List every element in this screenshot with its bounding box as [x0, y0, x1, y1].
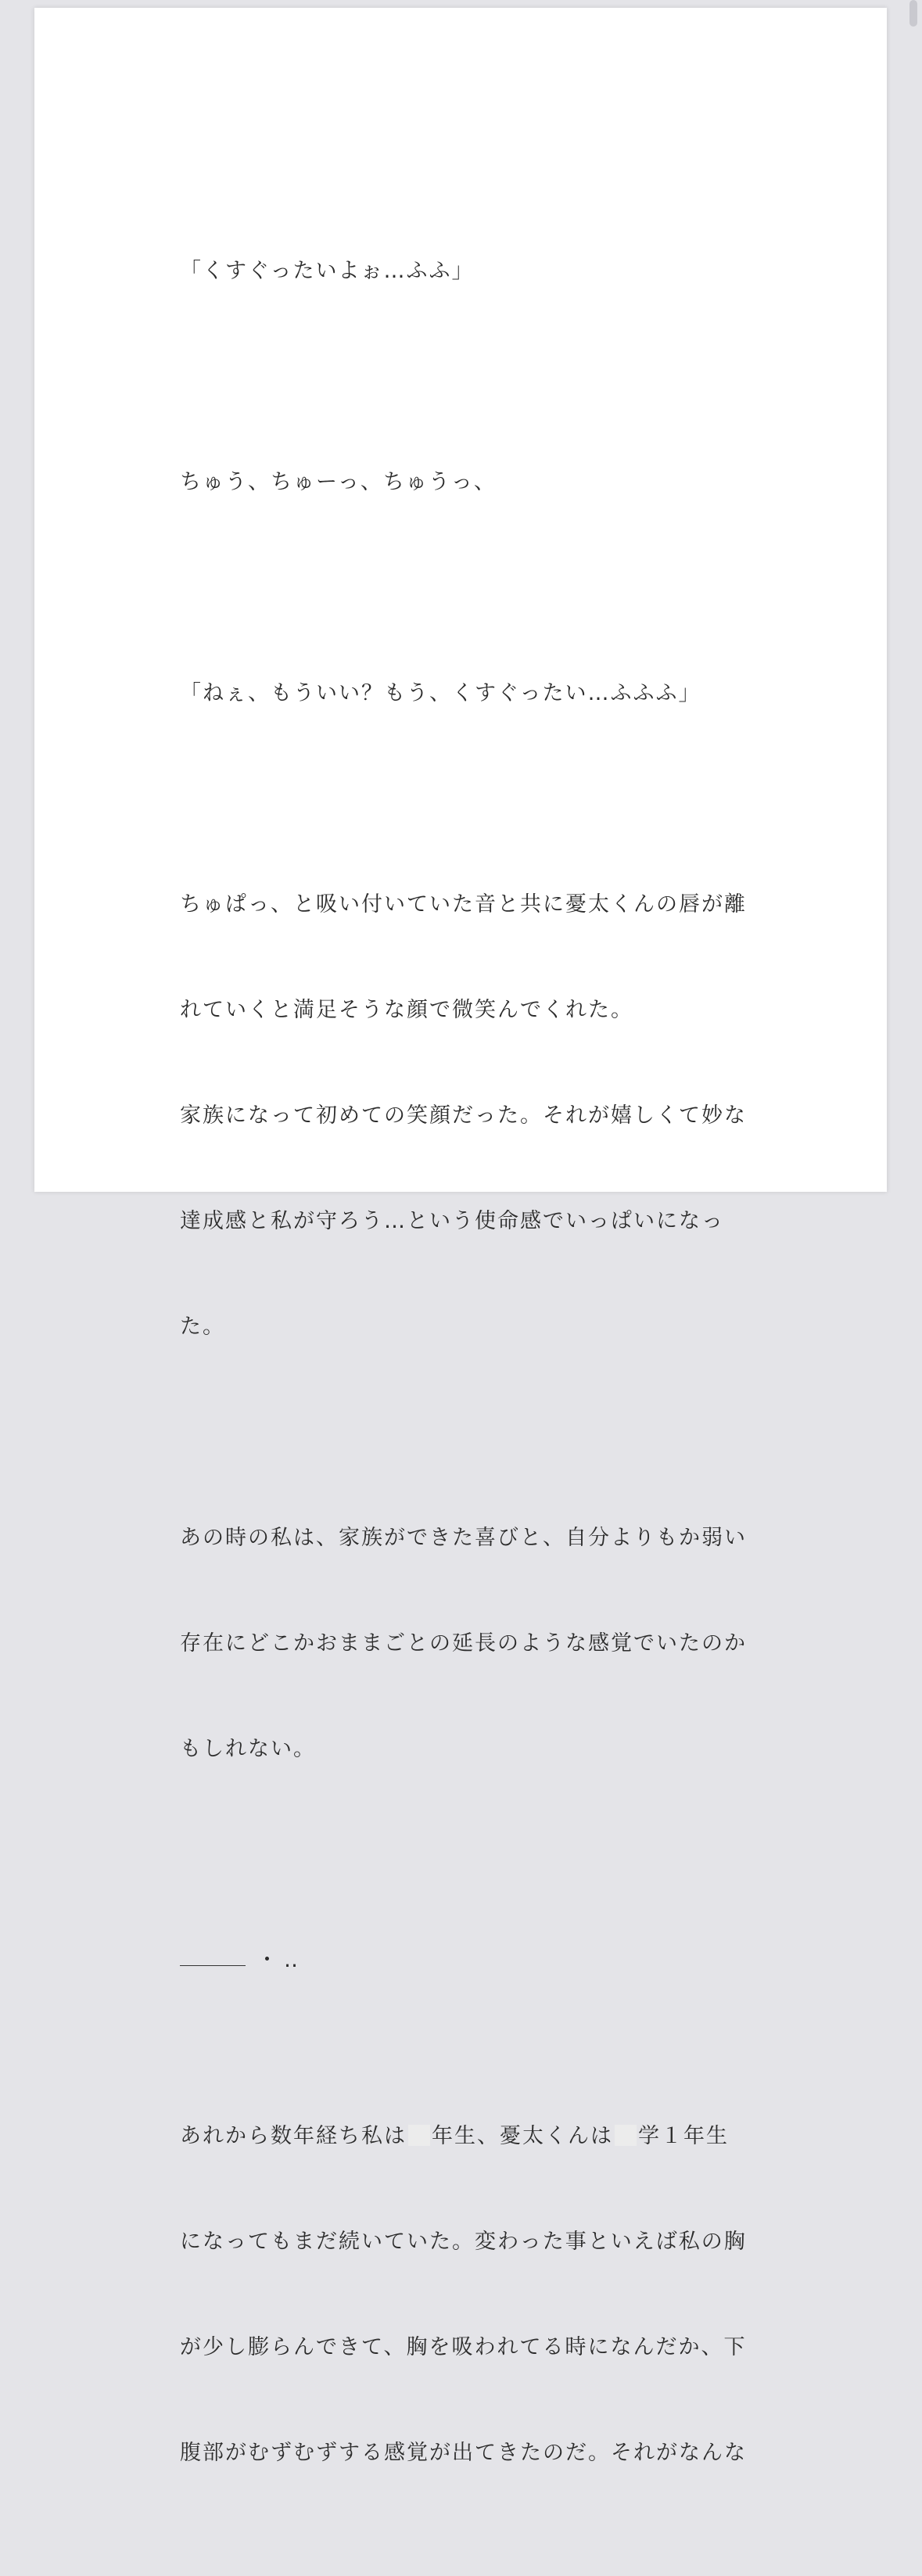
divider-dots: ・‥: [257, 1948, 305, 1972]
redaction-box: [615, 2125, 637, 2146]
text-line: 達成感と私が守ろう…という使命感でいっぱいになっ: [180, 1209, 724, 1233]
text-line: [180, 2119, 751, 2154]
text-line: 「くすぐったいよぉ…ふふ」: [180, 259, 475, 283]
text-segment: あれから数年経ち私は: [180, 2124, 407, 2148]
paragraph-3: [180, 605, 751, 781]
text-line: 家族になって初めての笑顔だった。それが嬉しくて妙な: [180, 1103, 747, 1128]
section-divider: [180, 1943, 751, 1978]
paragraph-4: [180, 816, 751, 1415]
text-line: になってもまだ続いていた。変わった事といえば私の胸: [180, 2230, 747, 2254]
document-body: [180, 183, 751, 2576]
scrollbar-thumb[interactable]: [909, 0, 917, 27]
text-segment: 年生、憂太くんは: [432, 2124, 613, 2148]
text-line: た。: [180, 1315, 225, 1339]
paragraph-1: [180, 183, 751, 359]
text-line: が少し膨らんできて、胸を吸われてる時になんだか、下: [180, 2335, 747, 2359]
text-line: ちゅぱっ、と吸い付いていた音と共に憂太くんの唇が離: [180, 892, 747, 917]
paragraph-5: [180, 1450, 751, 1837]
document-page: [34, 8, 887, 2465]
text-segment: 学１年生: [638, 2124, 729, 2148]
divider-rule: [180, 1965, 246, 1966]
text-line: ちゅう、ちゅーっ、ちゅうっ、: [180, 470, 497, 494]
paragraph-2: [180, 394, 751, 570]
text-line: 「ねぇ、もういい？もう、くすぐったい…ふふふ」: [180, 681, 701, 705]
paragraph-6: [180, 2048, 751, 2541]
blank-space: [180, 1872, 751, 1943]
text-line: あの時の私は、家族ができた喜びと、自分よりもか弱い: [180, 1526, 747, 1550]
redaction-box: [408, 2125, 430, 2146]
text-line: 腹部がむずむずする感覚が出てきたのだ。それがなんな: [180, 2441, 747, 2465]
text-line: れていくと満足そうな顔で微笑んでくれた。: [180, 998, 633, 1022]
text-line: 存在にどこかおままごとの延長のような感覚でいたのか: [180, 1631, 747, 1656]
text-line: もしれない。: [180, 1737, 316, 1761]
